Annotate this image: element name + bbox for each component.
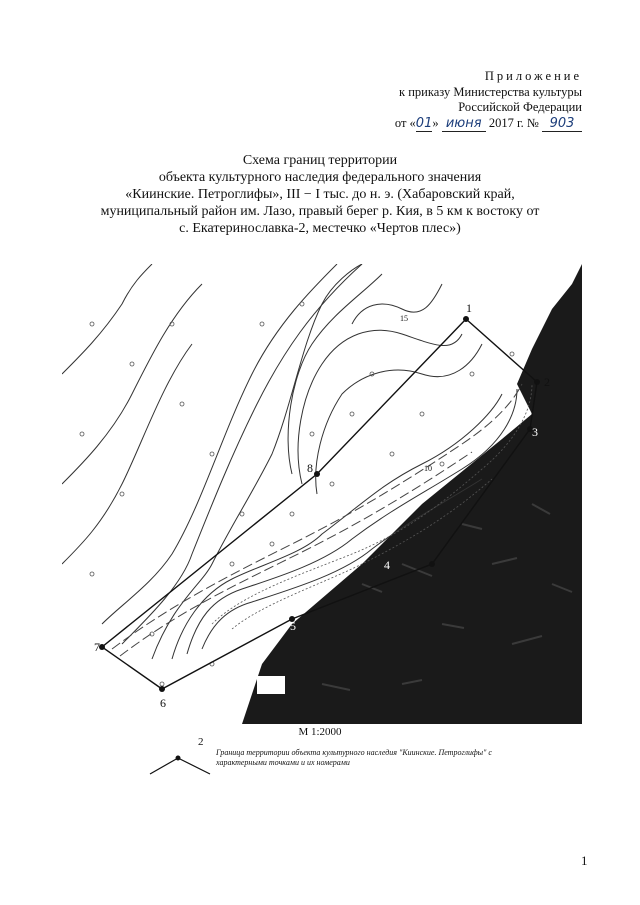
page-number: 1 bbox=[581, 853, 588, 868]
title-line-1: Схема границ территории bbox=[242, 153, 398, 168]
order-year: 2017 г. № bbox=[488, 115, 539, 130]
boundary-map bbox=[62, 264, 582, 724]
point-label-2: 2 bbox=[544, 375, 550, 389]
point-label-8: 8 bbox=[307, 461, 313, 475]
order-day: 01 bbox=[415, 115, 433, 131]
map-drawing bbox=[62, 264, 582, 724]
contour-label-15: 15 bbox=[400, 314, 408, 323]
order-date-line bbox=[395, 116, 582, 133]
point-1-marker bbox=[463, 316, 469, 322]
title-line-3: «Киинские. Петроглифы», III − I тыс. до н. э. (Хабаровский край, bbox=[125, 187, 515, 202]
order-reference: к приказу Министерства культуры bbox=[399, 84, 582, 99]
point-4-marker bbox=[429, 561, 435, 567]
legend-boundary-icon bbox=[148, 738, 218, 784]
point-2-marker bbox=[534, 379, 540, 385]
map-legend bbox=[148, 738, 508, 784]
point-label-4: 4 bbox=[384, 558, 390, 572]
white-label-patch bbox=[257, 676, 285, 694]
point-label-5: 5 bbox=[290, 619, 296, 633]
title-line-4: муниципальный район им. Лазо, правый берег р. Кия, в 5 км к востоку от bbox=[100, 204, 540, 219]
legend-text: Граница территории объекта культурного наследия "Киинские. Петроглифы" с характерными точками и их номерами bbox=[216, 748, 492, 767]
order-number: 903 bbox=[542, 116, 582, 133]
appendix-header bbox=[395, 69, 582, 132]
map-scale: М 1:2000 bbox=[298, 726, 342, 738]
point-label-1: 1 bbox=[466, 301, 472, 315]
order-mid: » bbox=[432, 115, 439, 130]
point-8-marker bbox=[314, 471, 320, 477]
point-label-7: 7 bbox=[94, 640, 100, 654]
appendix-label: Приложение bbox=[484, 69, 582, 83]
title-line-2: объекта культурного наследия федерального значения bbox=[158, 170, 482, 185]
legend-point-number: 2 bbox=[198, 736, 204, 748]
ministry-name: Российской Федерации bbox=[458, 100, 582, 114]
order-month: июня bbox=[442, 116, 486, 133]
point-6-marker bbox=[159, 686, 165, 692]
document-title bbox=[60, 152, 580, 237]
title-line-5: с. Екатеринославка-2, местечко «Чертов плес») bbox=[179, 221, 461, 236]
order-prefix: от « bbox=[394, 115, 416, 130]
point-label-3: 3 bbox=[532, 425, 538, 439]
point-label-6: 6 bbox=[160, 696, 166, 710]
contour-label-10: 10 bbox=[424, 464, 432, 473]
